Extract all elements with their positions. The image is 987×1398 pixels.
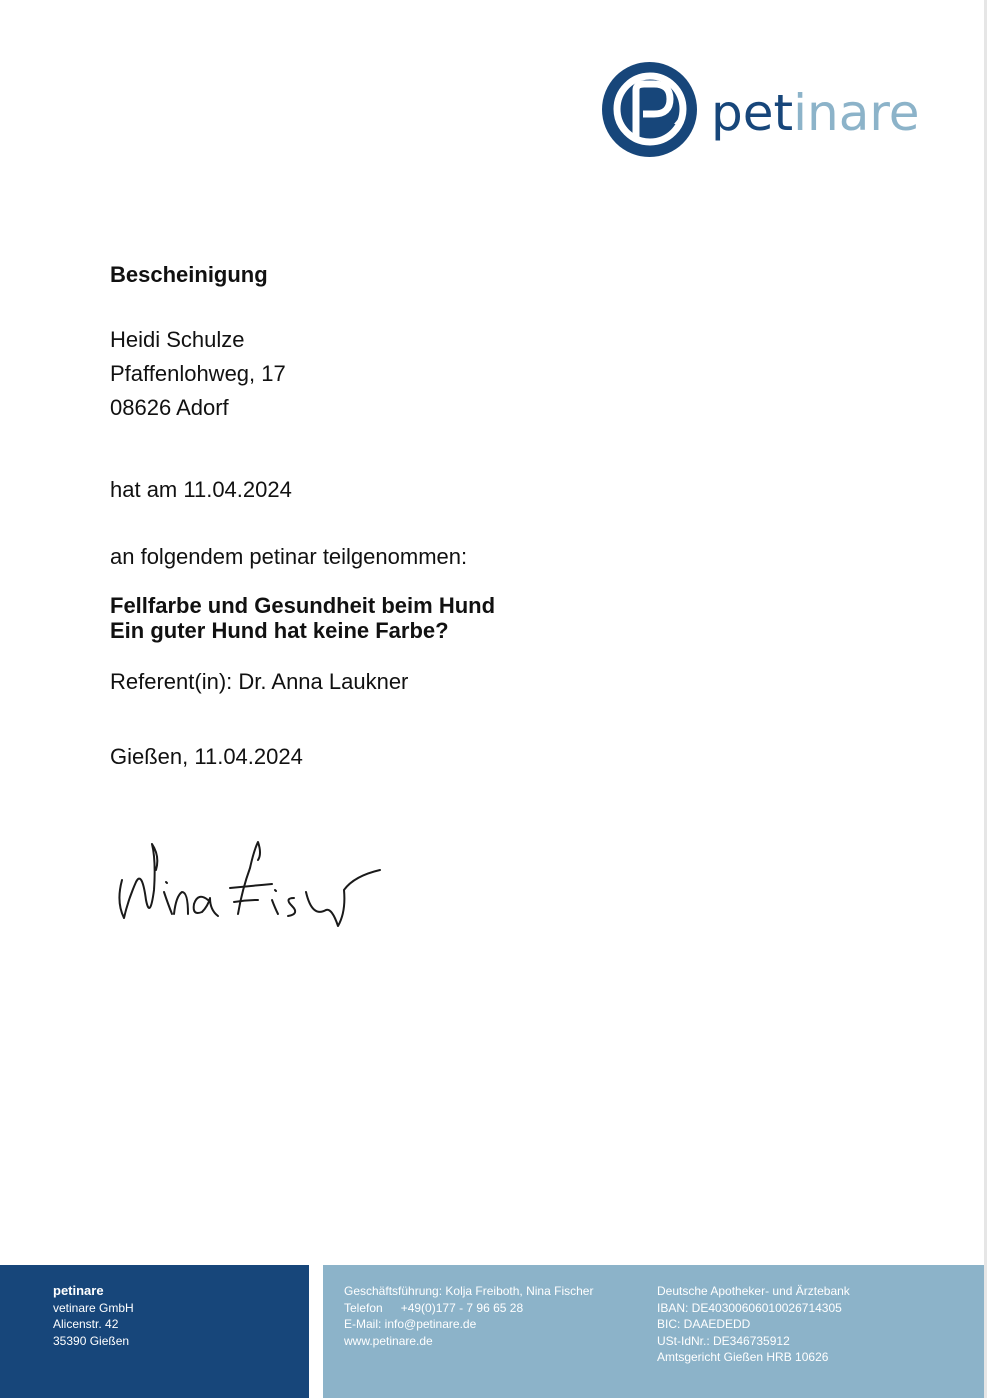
document-title: Bescheinigung [110, 262, 268, 287]
footer-company-name: vetinare GmbH [53, 1300, 134, 1315]
logo-word-part-1: pet [711, 83, 794, 142]
footer-vat-id: USt-IdNr.: DE346735912 [657, 1333, 790, 1348]
place-and-date: Gießen, 11.04.2024 [110, 744, 303, 769]
footer-iban: IBAN: DE40300606010026714305 [657, 1300, 842, 1315]
petinare-logo-icon [602, 62, 697, 157]
petinare-logo [602, 62, 920, 157]
logo-wordmark [711, 83, 920, 142]
recipient-street: Pfaffenlohweg, 17 [110, 361, 286, 386]
footer-phone: +49(0)177 - 7 96 65 28 [400, 1300, 524, 1315]
recipient-address [110, 323, 286, 425]
footer-brand: petinare [53, 1283, 104, 1298]
footer-info-block [323, 1265, 984, 1398]
footer-management: Geschäftsführung: Kolja Freiboth, Nina Fischer [344, 1284, 594, 1298]
footer-company [53, 1283, 134, 1349]
logo-word-part-2: i [793, 83, 808, 142]
footer-company-block [0, 1265, 309, 1398]
footer-register: Amtsgericht Gießen HRB 10626 [657, 1350, 829, 1364]
participation-intro: an folgendem petinar teilgenommen: [110, 544, 468, 569]
footer-bic: BIC: DAAEDEDD [657, 1317, 751, 1331]
footer-company-city: 35390 Gießen [53, 1333, 130, 1348]
signature [112, 830, 392, 940]
course-title-line-2: Ein guter Hund hat keine Farbe? [110, 618, 449, 643]
course-title-line-1: Fellfarbe und Gesundheit beim Hund [110, 593, 496, 618]
recipient-city: 08626 Adorf [110, 395, 229, 420]
logo-word-part-3: nare [807, 83, 920, 142]
footer-company-street: Alicenstr. 42 [53, 1317, 119, 1331]
footer-email: E-Mail: info@petinare.de [344, 1317, 477, 1331]
footer-bank-name: Deutsche Apotheker- und Ärztebank [657, 1284, 850, 1298]
footer-contact [344, 1283, 593, 1349]
footer-phone-row [344, 1300, 593, 1317]
footer-phone-label: Telefon [344, 1300, 383, 1315]
recipient-name: Heidi Schulze [110, 327, 245, 352]
footer-bank [657, 1283, 850, 1366]
footer-website: www.petinare.de [344, 1333, 433, 1348]
speaker: Referent(in): Dr. Anna Laukner [110, 669, 409, 694]
course-title [110, 593, 495, 643]
participation-date: hat am 11.04.2024 [110, 477, 292, 502]
